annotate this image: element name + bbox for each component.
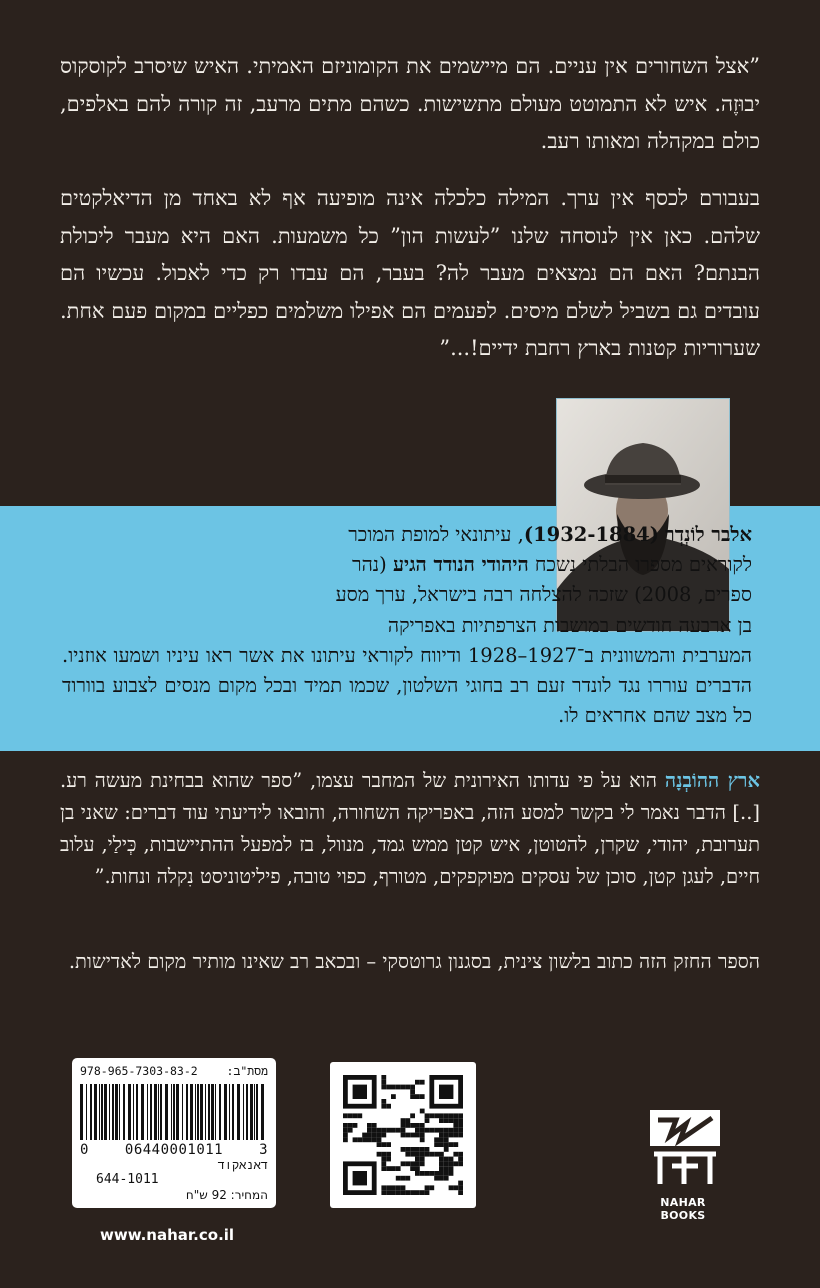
qr-module xyxy=(410,1089,415,1094)
qr-module xyxy=(381,1152,386,1157)
qr-module xyxy=(458,1190,463,1195)
barcode-bar xyxy=(190,1084,193,1140)
qr-module xyxy=(401,1161,406,1166)
qr-module xyxy=(381,1185,386,1190)
qr-module xyxy=(444,1113,449,1118)
qr-module xyxy=(449,1113,454,1118)
barcode-icon xyxy=(80,1084,268,1140)
qr-module xyxy=(425,1152,430,1157)
barcode-bar xyxy=(208,1084,210,1140)
barcode-bar xyxy=(158,1084,159,1140)
qr-module xyxy=(391,1085,396,1090)
qr-module xyxy=(391,1185,396,1190)
qr-module xyxy=(425,1118,430,1123)
qr-module xyxy=(410,1166,415,1171)
qr-module xyxy=(343,1128,348,1133)
qr-module xyxy=(453,1142,458,1147)
qr-module xyxy=(367,1128,372,1133)
qr-module xyxy=(415,1161,420,1166)
qr-module xyxy=(381,1161,386,1166)
price: המחיר: 92 ש"ח xyxy=(185,1188,268,1202)
qr-module xyxy=(405,1133,410,1138)
qr-module xyxy=(353,1137,358,1142)
qr-module xyxy=(453,1161,458,1166)
qr-module xyxy=(425,1171,430,1176)
barcode-bar xyxy=(195,1084,196,1140)
qr-module xyxy=(348,1113,353,1118)
qr-module xyxy=(396,1185,401,1190)
qr-module xyxy=(439,1161,444,1166)
qr-module xyxy=(391,1128,396,1133)
qr-module xyxy=(420,1128,425,1133)
barcode-bar xyxy=(99,1084,100,1140)
qr-module xyxy=(439,1137,444,1142)
barcode-bar xyxy=(197,1084,199,1140)
qr-module xyxy=(386,1166,391,1171)
qr-module xyxy=(348,1123,353,1128)
barcode-digits xyxy=(80,1142,268,1158)
qr-module xyxy=(391,1094,396,1099)
qr-module xyxy=(381,1142,386,1147)
qr-module xyxy=(439,1171,444,1176)
qr-module xyxy=(401,1176,406,1181)
qr-module xyxy=(449,1118,454,1123)
qr-module xyxy=(353,1113,358,1118)
qr-module xyxy=(453,1113,458,1118)
qr-module xyxy=(458,1113,463,1118)
qr-module xyxy=(415,1128,420,1133)
qr-module xyxy=(405,1161,410,1166)
qr-module xyxy=(415,1166,420,1171)
barcode-bar xyxy=(246,1084,248,1140)
qr-module xyxy=(381,1080,386,1085)
qr-module xyxy=(405,1152,410,1157)
qr-module xyxy=(453,1152,458,1157)
publisher-url: www.nahar.co.il xyxy=(100,1226,235,1244)
qr-module xyxy=(401,1085,406,1090)
qr-module xyxy=(362,1137,367,1142)
qr-module xyxy=(434,1128,439,1133)
qr-module xyxy=(444,1171,449,1176)
barcode-bar xyxy=(119,1084,120,1140)
qr-module xyxy=(449,1185,454,1190)
qr-module xyxy=(444,1142,449,1147)
qr-module xyxy=(453,1118,458,1123)
qr-module xyxy=(381,1085,386,1090)
qr-module xyxy=(401,1118,406,1123)
qr-module xyxy=(405,1147,410,1152)
qr-module xyxy=(453,1123,458,1128)
qr-module xyxy=(377,1152,382,1157)
qr-module xyxy=(410,1147,415,1152)
barcode-bar xyxy=(104,1084,107,1140)
qr-module xyxy=(415,1133,420,1138)
qr-module xyxy=(353,1123,358,1128)
qr-module xyxy=(386,1185,391,1190)
qr-module xyxy=(429,1152,434,1157)
bio-text-2a: לקוראים מספרו הבלתי נשכח xyxy=(528,553,752,577)
qr-module xyxy=(458,1161,463,1166)
qr-module xyxy=(386,1104,391,1109)
qr-module xyxy=(449,1161,454,1166)
qr-module xyxy=(420,1109,425,1114)
bio-text-4: בן ארבעה חודשים במושבות הצרפתיות באפריקה xyxy=(387,613,752,637)
qr-module xyxy=(396,1128,401,1133)
qr-module xyxy=(444,1118,449,1123)
bio-text-3: ספרים, 2008) שזכה להצלחה רבה בישראל, ערך מסע xyxy=(335,583,752,607)
barcode-bar xyxy=(123,1084,125,1140)
qr-module xyxy=(348,1128,353,1133)
qr-module xyxy=(434,1171,439,1176)
qr-module xyxy=(420,1080,425,1085)
qr-module xyxy=(401,1123,406,1128)
closing-paragraph: הספר החזק הזה כתוב בלשון צינית, בסגנון גרוטסקי – ובכאב רב שאינו מותיר מקום לאדישות. xyxy=(68,950,760,973)
qr-code-icon xyxy=(343,1075,463,1195)
barcode-bar xyxy=(182,1084,183,1140)
qr-module xyxy=(449,1166,454,1171)
qr-module xyxy=(372,1128,377,1133)
qr-module xyxy=(343,1133,348,1138)
qr-module xyxy=(434,1137,439,1142)
qr-module xyxy=(453,1128,458,1133)
previous-book-title: היהודי הנודד הגיע xyxy=(392,553,529,577)
qr-module xyxy=(439,1128,444,1133)
qr-module xyxy=(367,1123,372,1128)
qr-module xyxy=(429,1185,434,1190)
qr-module xyxy=(405,1118,410,1123)
summary-paragraph xyxy=(60,765,760,893)
qr-module xyxy=(453,1133,458,1138)
barcode-bar xyxy=(154,1084,157,1140)
barcode-bar xyxy=(256,1084,258,1140)
qr-module xyxy=(429,1128,434,1133)
qr-module xyxy=(401,1133,406,1138)
qr-module xyxy=(381,1190,386,1195)
qr-module xyxy=(444,1157,449,1162)
qr-module xyxy=(386,1085,391,1090)
qr-module xyxy=(458,1181,463,1186)
qr-module xyxy=(420,1147,425,1152)
qr-module xyxy=(410,1085,415,1090)
qr-module xyxy=(420,1123,425,1128)
qr-module xyxy=(372,1123,377,1128)
qr-module xyxy=(458,1118,463,1123)
author-years: (1932-1884) xyxy=(523,523,659,546)
bio-text-1: , עיתונאי למופת המוכר xyxy=(348,523,524,546)
qr-module xyxy=(434,1113,439,1118)
barcode-digit-left: 0 xyxy=(80,1142,89,1158)
qr-module xyxy=(415,1152,420,1157)
isbn-number: 978-965-7303-83-2 xyxy=(80,1064,198,1078)
barcode-bar xyxy=(205,1084,206,1140)
qr-module xyxy=(377,1137,382,1142)
qr-module xyxy=(444,1128,449,1133)
qr-module xyxy=(381,1133,386,1138)
qr-module xyxy=(420,1157,425,1162)
qr-module xyxy=(425,1113,430,1118)
qr-module xyxy=(391,1166,396,1171)
qr-module xyxy=(386,1128,391,1133)
qr-module xyxy=(362,1133,367,1138)
qr-module xyxy=(415,1171,420,1176)
barcode-bar xyxy=(101,1084,103,1140)
quote-paragraph-2: בעבורם לכסף אין ערך. המילה כלכלה אינה מופיעה אף לא באחד מן הדיאלקטים שלהם. כאן אין לנוסחה שלנו ”לעשות הון” כל משמעות. האם היא מעבר ליכולת הבנתם? האם הם נמצאים מעבר לה? בעבר, הם עבדו רק כדי לאכול. עכשיו הם עובדים גם בשביל לשלם מיסים. לפעמים הם אפילו משלמים כפליים במקום פעם אחת. שערוריות קטנות בארץ רחבת ידיים!...” xyxy=(60,186,760,360)
qr-module xyxy=(444,1161,449,1166)
qr-module xyxy=(415,1094,420,1099)
qr-module xyxy=(401,1190,406,1195)
qr-module xyxy=(391,1190,396,1195)
qr-module xyxy=(444,1176,449,1181)
qr-module xyxy=(425,1185,430,1190)
barcode-bar xyxy=(94,1084,97,1140)
qr-module xyxy=(439,1176,444,1181)
qr-module xyxy=(415,1123,420,1128)
qr-module xyxy=(410,1123,415,1128)
barcode-bar xyxy=(176,1084,179,1140)
qr-module xyxy=(439,1166,444,1171)
bio-text-5: המערבית והמשוונית ב־1927–1928 ודיווח לקוראי עיתונו את אשר ראו עיניו ושמעו אוזניו. הדברים עוררו נגד לונדר זעם רב בחוגי השלטון, שכמו תמיד ובכל מקום מנסים לצבוע בוורוד כל מצב שהם אחראים לו. xyxy=(62,643,753,728)
qr-module xyxy=(420,1190,425,1195)
barcode-bar xyxy=(186,1084,188,1140)
qr-module xyxy=(381,1128,386,1133)
barcode-digit-right: 3 xyxy=(259,1142,268,1158)
qr-module xyxy=(415,1147,420,1152)
qr-module xyxy=(367,1137,372,1142)
qr-module xyxy=(410,1190,415,1195)
qr-module xyxy=(381,1099,386,1104)
barcode-bar xyxy=(80,1084,83,1140)
qr-module xyxy=(434,1176,439,1181)
qr-module xyxy=(410,1161,415,1166)
qr-module xyxy=(396,1190,401,1195)
barcode-bar xyxy=(150,1084,152,1140)
qr-module xyxy=(458,1133,463,1138)
qr-module xyxy=(439,1157,444,1162)
barcode-digit-middle: 06440001011 xyxy=(124,1142,224,1158)
qr-module xyxy=(434,1142,439,1147)
qr-module xyxy=(439,1152,444,1157)
qr-module xyxy=(425,1128,430,1133)
qr-module xyxy=(386,1190,391,1195)
qr-module xyxy=(453,1185,458,1190)
qr-module xyxy=(415,1080,420,1085)
qr-module xyxy=(444,1147,449,1152)
barcode-label xyxy=(72,1058,276,1208)
barcode-bar xyxy=(160,1084,162,1140)
barcode-bar xyxy=(112,1084,114,1140)
qr-module xyxy=(401,1147,406,1152)
qr-module xyxy=(343,1123,348,1128)
qr-module xyxy=(444,1166,449,1171)
qr-finder xyxy=(439,1085,453,1099)
qr-module xyxy=(396,1176,401,1181)
barcode-bar xyxy=(90,1084,92,1140)
barcode-bar xyxy=(224,1084,227,1140)
qr-module xyxy=(410,1152,415,1157)
barcode-bar xyxy=(237,1084,240,1140)
barcode-bar xyxy=(147,1084,148,1140)
barcode-bar xyxy=(250,1084,253,1140)
qr-module xyxy=(439,1113,444,1118)
qr-module xyxy=(444,1137,449,1142)
qr-module xyxy=(377,1142,382,1147)
qr-finder xyxy=(353,1171,367,1185)
qr-module xyxy=(439,1142,444,1147)
qr-module xyxy=(449,1171,454,1176)
qr-module xyxy=(410,1094,415,1099)
qr-finder xyxy=(353,1085,367,1099)
qr-module xyxy=(343,1113,348,1118)
publisher-name: NAHAR BOOKS xyxy=(660,1196,706,1222)
qr-module xyxy=(410,1133,415,1138)
qr-module xyxy=(420,1161,425,1166)
barcode-bar xyxy=(232,1084,234,1140)
barcode-bar xyxy=(243,1084,244,1140)
barcode-bar xyxy=(261,1084,264,1140)
qr-module xyxy=(357,1137,362,1142)
qr-module xyxy=(458,1128,463,1133)
qr-module xyxy=(343,1137,348,1142)
qr-module xyxy=(434,1152,439,1157)
qr-module xyxy=(420,1152,425,1157)
qr-module xyxy=(410,1113,415,1118)
barcode-bar xyxy=(109,1084,110,1140)
qr-module xyxy=(396,1166,401,1171)
qr-module xyxy=(401,1128,406,1133)
qr-module xyxy=(439,1133,444,1138)
barcode-bar xyxy=(211,1084,214,1140)
qr-module xyxy=(429,1171,434,1176)
qr-module xyxy=(396,1085,401,1090)
qr-module xyxy=(420,1094,425,1099)
barcode-bar xyxy=(128,1084,131,1140)
danacode-label: דאנאקוד xyxy=(217,1158,268,1172)
qr-module xyxy=(377,1133,382,1138)
qr-module xyxy=(458,1123,463,1128)
qr-module xyxy=(401,1185,406,1190)
qr-module xyxy=(458,1185,463,1190)
qr-module xyxy=(439,1118,444,1123)
summary-text: הוא על פי עדותו האירונית של המחבר עצמו, ”ספר שהוא בבחינת מעשה רע. [..] הדבר נאמר לי בקשר למסע הזה, באפריקה השחורה, והובאו לידיעתי עוד דברים: שאני בן תערובת, יהודי, שקרן, להטוטן, איש קטן ממש גמד, מנוול, בז למפעל ההתיישבות, כְּילַי, עלוב חיים, לעגן קטן, סוכן של עסקים מפוקפקים, מטורף, כפוי טובה, פיליטוניסט נִקלה ונחות.” xyxy=(60,769,760,888)
qr-module xyxy=(458,1157,463,1162)
qr-module xyxy=(458,1152,463,1157)
qr-module xyxy=(386,1157,391,1162)
quote-paragraph-1: ”אצל השחורים אין עניים. הם מיישמים את הקומוניזם האמיתי. האיש שיסרב לקוסקוס יבוּזֶה. איש לא התמוטט מעולם מתשישות. כשהם מתים מרעב, זה קורה להם באלפים, כולם במקהלה ומאותו רעב. xyxy=(60,54,760,153)
qr-module xyxy=(420,1133,425,1138)
qr-module xyxy=(429,1113,434,1118)
book-title: ארץ ההוֹבְנָה xyxy=(664,769,760,792)
publisher-logo xyxy=(628,1110,738,1222)
barcode-bar xyxy=(229,1084,230,1140)
qr-module xyxy=(377,1128,382,1133)
qr-module xyxy=(372,1137,377,1142)
qr-module xyxy=(405,1190,410,1195)
barcode-bar xyxy=(86,1084,87,1140)
qr-code xyxy=(330,1062,476,1208)
qr-module xyxy=(405,1176,410,1181)
barcode-bar xyxy=(141,1084,144,1140)
qr-module xyxy=(405,1123,410,1128)
qr-module xyxy=(381,1166,386,1171)
author-bio xyxy=(62,520,752,731)
qr-module xyxy=(415,1157,420,1162)
qr-module xyxy=(449,1128,454,1133)
danacode-number: 644-1011 xyxy=(96,1172,159,1187)
barcode-bar xyxy=(115,1084,118,1140)
qr-module xyxy=(372,1133,377,1138)
qr-module xyxy=(444,1133,449,1138)
qr-module xyxy=(381,1075,386,1080)
qr-module xyxy=(367,1133,372,1138)
qr-module xyxy=(449,1133,454,1138)
qr-module xyxy=(449,1142,454,1147)
isbn-label: מסת"ב: xyxy=(226,1064,268,1078)
barcode-bar xyxy=(173,1084,175,1140)
qr-module xyxy=(381,1157,386,1162)
barcode-bar xyxy=(133,1084,134,1140)
qr-module xyxy=(449,1157,454,1162)
isbn-line xyxy=(80,1064,268,1079)
qr-module xyxy=(425,1147,430,1152)
barcode-bar xyxy=(171,1084,172,1140)
qr-module xyxy=(415,1190,420,1195)
qr-module xyxy=(381,1104,386,1109)
qr-module xyxy=(405,1085,410,1090)
qr-module xyxy=(420,1171,425,1176)
nahar-logo-icon xyxy=(650,1110,720,1190)
barcode-bar xyxy=(254,1084,255,1140)
qr-module xyxy=(420,1137,425,1142)
qr-module xyxy=(357,1113,362,1118)
barcode-bar xyxy=(165,1084,168,1140)
barcode-bar xyxy=(215,1084,216,1140)
qr-module xyxy=(425,1190,430,1195)
qr-module xyxy=(386,1152,391,1157)
barcode-bar xyxy=(200,1084,203,1140)
author-name: אלבר לוֹנְדְר xyxy=(665,523,752,546)
barcode-bar xyxy=(136,1084,138,1140)
qr-module xyxy=(386,1142,391,1147)
bio-text-2b: (נהר xyxy=(352,553,393,577)
barcode-bar xyxy=(219,1084,221,1140)
